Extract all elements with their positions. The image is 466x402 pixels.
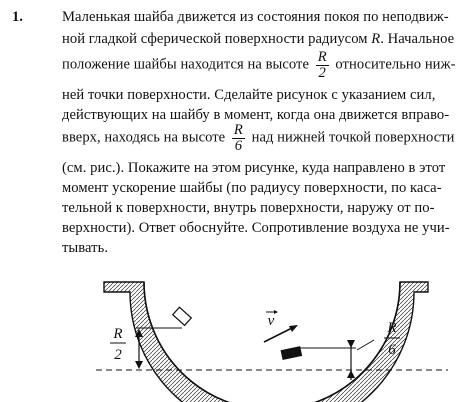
left-arrow-head-down bbox=[135, 361, 143, 369]
velocity-label: v bbox=[267, 313, 275, 329]
text-line-5: действующих на шайбу в момент, когда она движется вправо- bbox=[62, 107, 450, 123]
fraction-numerator: R bbox=[317, 49, 327, 65]
velocity-label-arrow-head bbox=[274, 310, 278, 314]
text-line-6-start: вверх, находясь на высоте bbox=[62, 129, 226, 146]
right-arrow-head-up bbox=[347, 370, 355, 378]
right-label-numerator: R bbox=[387, 320, 397, 336]
right-arrow-head-down bbox=[347, 340, 355, 348]
initial-puck bbox=[173, 307, 192, 325]
moving-puck bbox=[281, 346, 303, 360]
right-label-denominator: 6 bbox=[388, 342, 396, 358]
radius-symbol: R bbox=[371, 31, 381, 47]
text-line-11: тывать. bbox=[62, 240, 109, 256]
text-line-1: Маленькая шайба движется из состояния покоя по неподвиж- bbox=[62, 9, 449, 25]
left-label-denominator: 2 bbox=[114, 347, 122, 363]
text-line-3-end: относительно ниж- bbox=[335, 56, 456, 73]
text-line-7: (см. рис.). Покажите на этом рисунке, куда направлено в этот bbox=[62, 160, 446, 176]
text-line-3-start: положение шайбы находится на высоте bbox=[62, 56, 309, 73]
fraction-numerator: R bbox=[233, 122, 243, 138]
fraction-denominator: 6 bbox=[234, 137, 243, 154]
right-label-leader bbox=[357, 340, 374, 350]
text-line-6-end: над нижней точкой поверхности bbox=[251, 129, 455, 146]
bowl-wall bbox=[104, 282, 428, 402]
velocity-arrow-head bbox=[289, 325, 298, 332]
text-line-10: верхности). Ответ обоснуйте. Сопротивление воздуха не учи- bbox=[62, 220, 450, 236]
text-line-8: момент ускорение шайбы (по радиусу поверхности, по каса- bbox=[62, 180, 442, 196]
left-label-numerator: R bbox=[113, 326, 123, 342]
text-line-4: ней точки поверхности. Сделайте рисунок с указанием сил, bbox=[62, 87, 436, 103]
fraction-denominator: 2 bbox=[318, 64, 326, 81]
problem-number: 1. bbox=[12, 9, 23, 25]
text-line-9: тельной к поверхности, внутрь поверхности, наружу от по- bbox=[62, 200, 435, 216]
text-line-2-end: . Начальное bbox=[380, 31, 455, 47]
text-line-2-main: ной гладкой сферической поверхности радиусом bbox=[62, 31, 368, 47]
